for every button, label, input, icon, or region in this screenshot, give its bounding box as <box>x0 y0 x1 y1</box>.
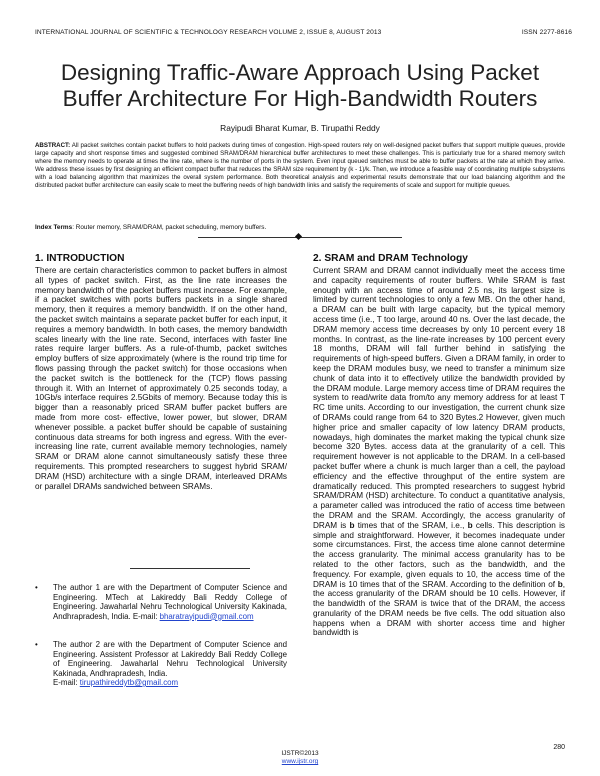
author-1-email-link[interactable]: bharatrayipudi@gmail.com <box>159 611 254 621</box>
abstract-text: All packet switches contain packet buffers to hold packets during times of congestion. High-speed routers rely on well-designed packet buffers that support multiple queues, provide large capacity and short response times and suggested combined SRAM/DRAM hierarchical buffer architectures to meet these challenges. This is particularly true for a shared memory switch where the memory needs to operate at times the line rate, where is the number of ports in the system. Even input queued switches must be able to buffer packets at the rate at which they arrive. We address these issues by first designing an efficient compact buffer that reduces the SRAM size requirement by (k - 1)/k. Then, we introduce a feasible way of coordinating multiple subsystems with a load balancing algorithm that maximizes the overall system performance. Both theoretical analysis and experimental results demonstrate that our load balancing algorithm and the distributed packet buffer architecture can easily scale to meet the buffering needs of high bandwidth links and satisfy the requirements of scale and support for multiple queues. <box>35 142 565 189</box>
left-column <box>35 253 287 491</box>
bullet-icon: • <box>35 640 38 649</box>
footnote-1 <box>35 583 287 621</box>
index-terms <box>35 224 565 231</box>
abstract-label: ABSTRACT: <box>35 142 71 149</box>
footnote-rule <box>130 568 250 569</box>
footnote-2-text: The author 2 are with the Department of Computer Science and Engineering. Assistent Professor at Lakireddy Bali Reddy College of Engineering. Jawaharlal Nehru Technological University Kakinada, Andhrapradesh, India. <box>53 640 287 678</box>
title-line-1: Designing Traffic-Aware Approach Using Packet <box>60 60 540 85</box>
bullet-icon: • <box>35 583 38 592</box>
page-number: 280 <box>553 744 565 751</box>
divider-diamond <box>295 233 302 240</box>
section-2-heading: 2. SRAM and DRAM Technology <box>313 253 468 264</box>
author-2-email-link[interactable]: tirupathireddytb@gmail.com <box>79 678 179 687</box>
symbol-b: b <box>557 579 563 589</box>
section-2-text: Current SRAM and DRAM cannot individually meet the access time and capacity requirements of router buffers. While SRAM is fast enough with an access time of around 2.5 ns, its largest size is limited by current technologies to only a few MB. On the other hand, a DRAM can be built with large capacity, but the typical memory access time (i.e., T too large, around 40 ns. Over the last decade, the DRAM memory access time decreases by only 10 percent every 18 months. In contrast, as the line-rate increases by 100 percent every 18 months, DRAM will fall further behind in satisfying the requirements of high-speed buffers. Given a DRAM family, in order to keep the DRAM modules busy, we need to transfer a minimum size chunk of data into it to effectively utilize the bandwidth provided by the DRAM module. Large memory access time of DRAM requires the system to read/write data from/to any memory address for at least T RC time units. According to our investigation, the current chunk size of DRAMs could range from 64 to 320 Bytes.2 However, given much higher price and smaller capacity of low latency DRAM products, nowadays, high dominates the market making the typical chunk size become 320 Bytes. access data at the granularity of a cell. This requirement however is not applicable to the DRAM. In a cell-based packet buffer where a chunk is much larger than a cell, the payload efficiency and the effective throughput of the entire system are dramatically reduced. This prompted researchers to suggest hybrid SRAM/DRAM (HSD) architecture. To conduct a quantitative analysis, a parameter called was introduced the ratio of access time between the DRAM and the SRAM. Accordingly, the access granularity of DRAM is b times that of the SRAM, i.e., b cells. This description is simple and straightforward. However, it becomes inadequate under some circumstances. First, the access time alone cannot determine the access granularity. The minimal access granularity has to be related to the other factors, such as the bandwidth, and the frequency. For example, given equals to 10, the access time of the DRAM is 10 times that of the SRAM. According to the definition of b, the access granularity of the DRAM should be 10 cells. However, if the bandwidth of the SRAM is twice that of the DRAM, the access granularity of the DRAM needs be five cells. The odd situation also happens when a DRAM with shorter access time and higher bandwidth is <box>313 266 565 638</box>
right-column <box>313 253 565 638</box>
abstract <box>35 142 565 189</box>
symbol-b: b <box>467 520 473 530</box>
section-1-text: There are certain characteristics common to packet buffers in almost all types of packet switch. First, as the line rate increases the memory bandwidth of the packet buffers must increase. For example, if a packet switches with ports buffers packets in a single shared memory, then it requires a memory bandwidth. If on the other hand, the packet switch maintains a separate packet buffer for each input, it requires a memory bandwidth. In both cases, the memory bandwidth scales linearly with the line rate. Second, interfaces with faster line rates require larger buffers. As a rule-of-thumb, packet switches employ buffers of size approximately (where is the round trip time for flows passing through the packet switch) for those occasions when the packet switch is the bottleneck for the (TCP) flows passing through it. With an Internet of approximately 0.25 seconds today, a 10Gb/s interface requires 2.5Gbits of memory. Because today this is bigger than a reasonably priced SRAM buffer packet buffers are made from more cost- effective, lower power, but slower, DRAM whenever possible. a packet buffer should be capable of sustaining continuous data streams for both ingress and egress. With the ever-increasing line rate, current available memory technologies, namely SRAM or DRAM alone cannot simultaneously satisfy these three requirements. This prompted researchers to suggest hybrid SRAM/ DRAM (HSD) architecture with a single DRAM, interleaved DRAMs or parallel DRAMs sandwiched between SRAMs. <box>35 266 287 491</box>
paper-title <box>30 60 570 112</box>
footnote-2-email-prefix: E-mail: <box>53 678 80 687</box>
footer-code: IJSTR©2013 <box>281 750 319 757</box>
symbol-b: b <box>349 520 355 530</box>
page-footer <box>0 750 600 766</box>
footnote-1-text: The author 1 are with the Department of Computer Science and Engineering. MTech at Lakireddy Bali Reddy College of Engineering. Jawaharlal Nehru Technological University Kakinada, Andhrapradesh, India. E-mail: <box>53 583 287 621</box>
journal-name: INTERNATIONAL JOURNAL OF SCIENTIFIC & TECHNOLOGY RESEARCH VOLUME 2, ISSUE 8, AUGUST 2013 <box>35 29 382 36</box>
footer-url-link[interactable]: www.ijstr.org <box>281 758 319 765</box>
index-terms-label: Index Terms <box>35 224 73 231</box>
footnote-2 <box>35 640 287 688</box>
section-1-heading: 1. INTRODUCTION <box>35 253 125 264</box>
issn: ISSN 2277-8616 <box>521 29 572 36</box>
title-line-2: Buffer Architecture For High-Bandwidth Routers <box>62 86 538 111</box>
running-header <box>35 29 572 36</box>
index-terms-text: : Router memory, SRAM/DRAM, packet scheduling, memory buffers. <box>72 224 267 231</box>
authors: Rayipudi Bharat Kumar, B. Tirupathi Reddy <box>220 123 380 133</box>
